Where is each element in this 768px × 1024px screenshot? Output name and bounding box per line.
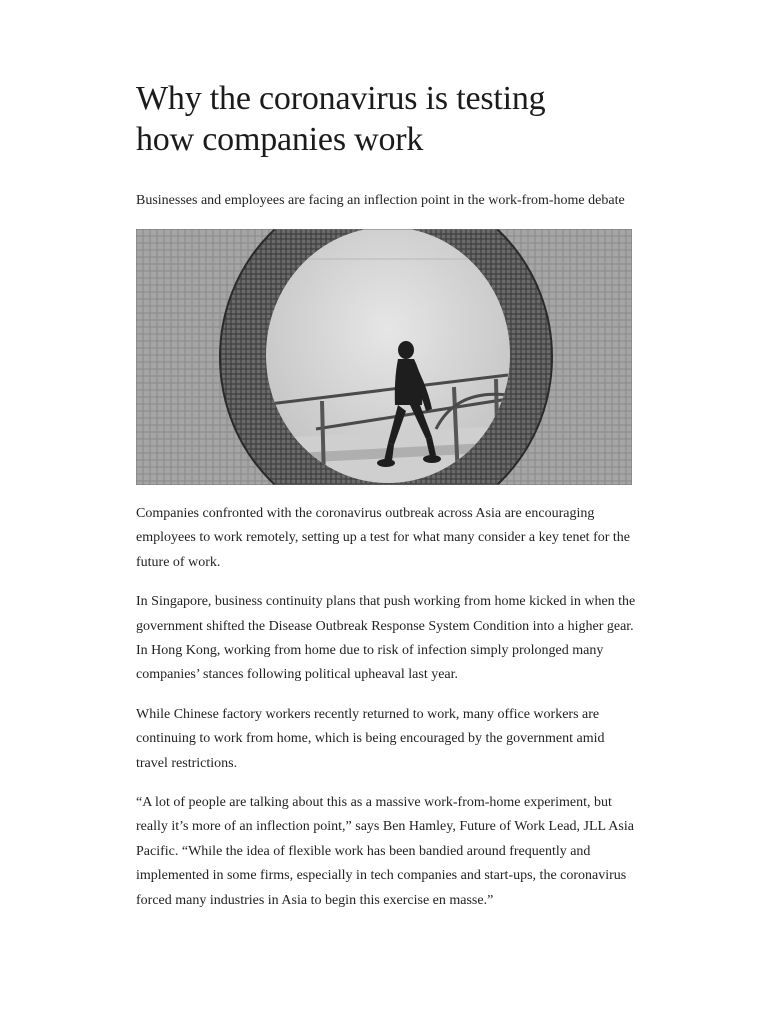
paragraph: While Chinese factory workers recently returned to work, many office workers are continuing to work from home, which is being encouraged by the government amid travel restrictions.: [136, 706, 605, 771]
article-title: [136, 78, 636, 160]
title-line-1: Why the coronavirus is testing: [136, 80, 546, 117]
article-photo: [136, 229, 632, 485]
photo-illustration: [136, 229, 632, 485]
paragraph: Companies confronted with the coronavirus outbreak across Asia are encouraging employees to work remotely, setting up a test for what many consider a key tenet for the future of work.: [136, 506, 630, 570]
title-line-2: how companies work: [136, 121, 424, 158]
article-subtitle: Businesses and employees are facing an inflection point in the work-from-home debate: [136, 193, 625, 208]
article-body: [136, 502, 636, 913]
paragraph: “A lot of people are talking about this as a massive work-from-home experiment, but really it’s more of an inflection point,” says Ben Hamley, Future of Work Lead, JLL Asia Pacific. “While the idea of flexible work has been bandied around frequently and implemented in some firms, especially in tech companies and start-ups, the coronavirus forced many industries in Asia to begin this exercise en masse.”: [136, 795, 634, 908]
article: [136, 78, 636, 928]
paragraph: In Singapore, business continuity plans that push working from home kicked in when the government shifted the Disease Outbreak Response System Condition into a higher gear. In Hong Kong, working from home due to risk of infection simply prolonged many companies’ stances following political upheaval last year.: [136, 594, 636, 683]
